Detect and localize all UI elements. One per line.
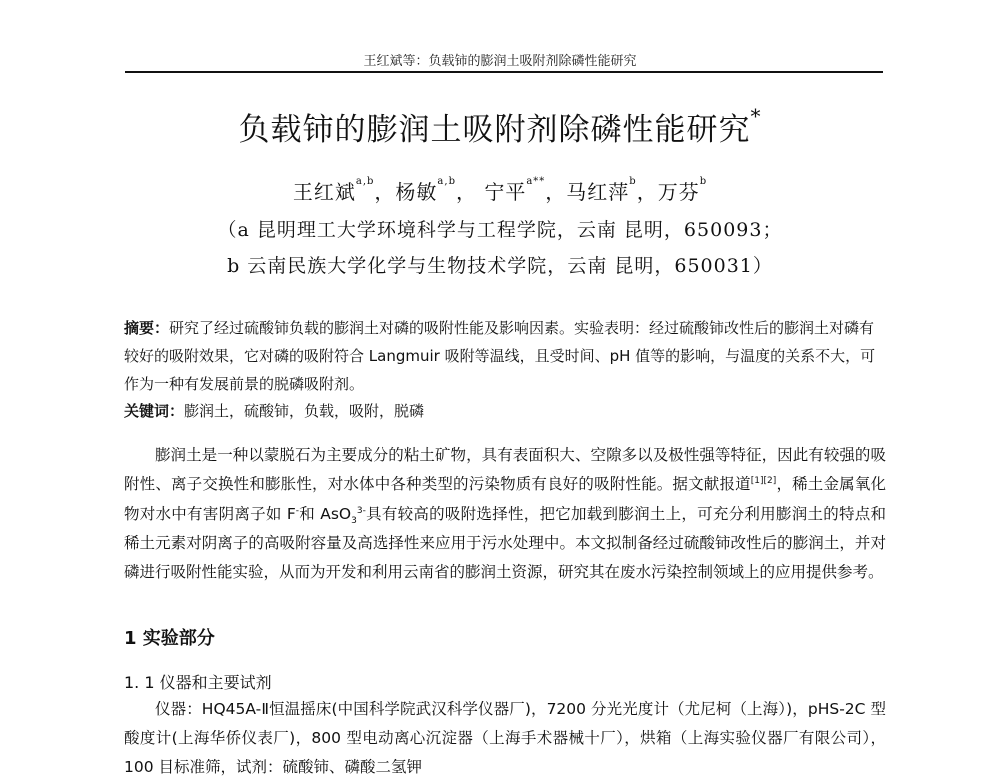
author-affil-mark: a** [526,176,546,187]
author-name: 宁平 [484,180,527,204]
affiliation-a: （a 昆明理工大学环境科学与工程学院，云南 昆明，650093； [217,219,783,241]
author-name: 王红斌 [292,180,356,204]
title-footnote-mark: * [750,104,762,128]
author-name: 杨敏 [395,180,438,204]
citation-ref: [1][2] [750,476,777,487]
arsenate-subscript: 3 [351,515,357,526]
intro-text: 膨润土是一种以蒙脱石为主要成分的粘土矿物，具有表面积大、空隙多以及极性强等特征，因此有较强的吸附性、离子交换性和膨胀性，对水体中各种类型的污染物质有良好的吸附性能。据文献报道 [124,446,886,494]
intro-paragraph [124,441,886,587]
abstract [124,314,886,398]
paper-title [0,104,1000,149]
author-affil-mark: a,b [437,176,456,187]
author-list: 王红斌$^{a,b}$，杨敏$^{a,b}$， 宁平$^{a**}$，马红萍$^b$，万芬$^b$ [292,176,708,204]
header-rule [125,71,883,73]
abstract-text: 研究了经过硫酸铈负载的膨润土对磷的吸附性能及影响因素。实验表明：经过硫酸铈改性后的膨润土对磷有较好的吸附效果，它对磷的吸附符合 Langmuir 吸附等温线，且受时间、pH 值等的影响，与温度的关系不大，可作为一种有发展前景的脱磷吸附剂。 [124,319,876,393]
intro-text: 具有较高的吸附选择性，把它加载到膨润土上，可充分利用膨润土的特点和稀土元素对阴离子的高吸附容量及高选择性来应用于污水处理中。本文拟制备经过硫酸铈改性后的膨润土，并对磷进行吸附性能实验，从而为开发和利用云南省的膨润土资源，研究其在废水污染控制领域上的应用提供参考。 [124,504,887,582]
affiliation-b: b 云南民族大学化学与生物技术学院，云南 昆明，650031） [227,255,773,277]
intro-text: 和 AsO [299,504,352,523]
fluoride-charge: - [295,505,299,516]
subsection-heading: 1. 1 仪器和主要试剂 [124,673,272,692]
author-affil-mark: b [699,176,708,187]
keywords-text: 膨润土，硫酸铈，负载，吸附，脱磷 [184,402,425,420]
intro-text: ，稀土金属氧化物对水中有害阴离子如 F [124,475,886,523]
keywords [124,398,886,424]
arsenate-charge: 3- [356,505,366,516]
author-affil-mark: b [629,176,637,187]
author-name: 马红萍 [566,180,630,204]
author-name: 万芬 [657,180,700,204]
paper-title-text: 负载铈的膨润土吸附剂除磷性能研究 [238,112,751,148]
keywords-label: 关键词： [124,402,185,420]
abstract-label: 摘要： [124,319,170,337]
author-affil-mark: a,b [355,176,375,187]
instruments-paragraph: 仪器：HQ45A-Ⅱ恒温摇床(中国科学院武汉科学仪器厂)，7200 分光光度计（尤尼柯（上海）)，pHS-2C 型酸度计(上海华侨仪表厂)，800 型电动离心沉淀器（上海手术器械十厂），烘箱（上海实验仪器厂有限公司），100 目标准筛，试剂：硫酸铈、磷酸二氢钾 [124,700,886,776]
running-head: 王红斌等：负载铈的膨润土吸附剂除磷性能研究 [363,54,637,69]
section-heading: 1 实验部分 [124,628,215,649]
